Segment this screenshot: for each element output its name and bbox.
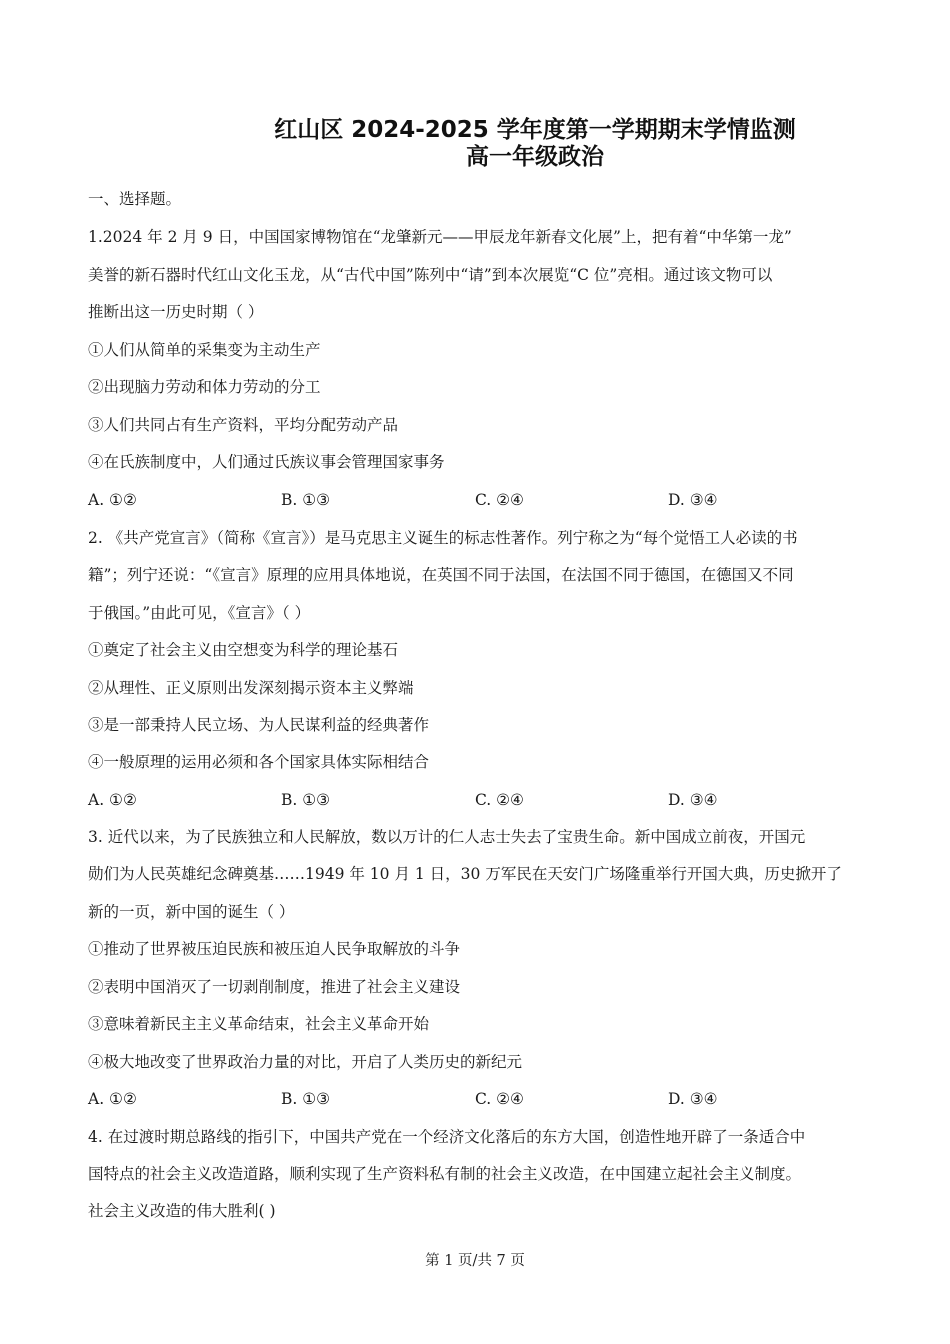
question-stem-line: 新的一页，新中国的诞生（ ） [88, 903, 295, 921]
option-a[interactable]: A. ①② [88, 791, 137, 809]
question-stem-line: 推断出这一历史时期（ ） [88, 303, 264, 321]
statement-item: ②出现脑力劳动和体力劳动的分工 [88, 378, 321, 396]
statement-item: ①奠定了社会主义由空想变为科学的理论基石 [88, 641, 399, 659]
statement-item: ③意味着新民主主义革命结束，社会主义革命开始 [88, 1015, 430, 1033]
option-b[interactable]: B. ①③ [281, 491, 331, 509]
document-subtitle: 高一年级政治 [466, 144, 604, 170]
page-number-footer: 第 1 页/共 7 页 [425, 1253, 525, 1269]
answer-options [88, 490, 868, 510]
option-c[interactable]: C. ②④ [475, 1090, 524, 1108]
question-stem-line: 籍”；列宁还说：“《宣言》原理的应用具体地说，在英国不同于法国，在法国不同于德国，在德国又不同 [88, 566, 794, 584]
question-stem-line: 1.2024 年 2 月 9 日，中国国家博物馆在“龙肇新元——甲辰龙年新春文化展”上，把有着“中华第一龙” [88, 228, 792, 246]
option-d[interactable]: D. ③④ [668, 491, 718, 509]
question-stem-line: 4. 在过渡时期总路线的指引下，中国共产党在一个经济文化落后的东方大国，创造性地开辟了一条适合中 [88, 1128, 806, 1146]
question-stem-line: 国特点的社会主义改造道路，顺利实现了生产资料私有制的社会主义改造，在中国建立起社会主义制度。 [88, 1165, 802, 1183]
statement-item: ②表明中国消灭了一切剥削制度，推进了社会主义建设 [88, 978, 461, 996]
option-d[interactable]: D. ③④ [668, 1090, 718, 1108]
statement-item: ②从理性、正义原则出发深刻揭示资本主义弊端 [88, 679, 414, 697]
statement-item: ④极大地改变了世界政治力量的对比，开启了人类历史的新纪元 [88, 1053, 523, 1071]
question-stem-line: 美誉的新石器时代红山文化玉龙，从“古代中国”陈列中“请”到本次展览“C 位”亮相。通过该文物可以 [88, 266, 773, 284]
statement-item: ①人们从简单的采集变为主动生产 [88, 341, 321, 359]
question-stem-line: 社会主义改造的伟大胜利( ) [88, 1202, 276, 1220]
question-stem-line: 于俄国。”由此可见，《宣言》（ ） [88, 604, 311, 622]
statement-item: ③是一部秉持人民立场、为人民谋利益的经典著作 [88, 716, 430, 734]
option-a[interactable]: A. ①② [88, 1090, 137, 1108]
answer-options [88, 790, 868, 810]
question-stem-line: 3. 近代以来，为了民族独立和人民解放，数以万计的仁人志士失去了宝贵生命。新中国成立前夜，开国元 [88, 828, 806, 846]
statement-item: ④一般原理的运用必须和各个国家具体实际相结合 [88, 753, 430, 771]
option-b[interactable]: B. ①③ [281, 1090, 331, 1108]
statement-item: ①推动了世界被压迫民族和被压迫人民争取解放的斗争 [88, 940, 461, 958]
option-a[interactable]: A. ①② [88, 491, 137, 509]
option-d[interactable]: D. ③④ [668, 791, 718, 809]
statement-item: ④在氏族制度中，人们通过氏族议事会管理国家事务 [88, 453, 445, 471]
question-stem-line: 勋们为人民英雄纪念碑奠基……1949 年 10 月 1 日，30 万军民在天安门广场隆重举行开国大典，历史掀开了 [88, 865, 842, 883]
question-stem-line: 2. 《共产党宣言》（简称《宣言》）是马克思主义诞生的标志性著作。列宁称之为“每个觉悟工人必读的书 [88, 529, 798, 547]
answer-options [88, 1089, 868, 1109]
document-title: 红山区 2024-2025 学年度第一学期期末学情监测 [274, 117, 796, 143]
section-heading: 一、选择题。 [88, 190, 182, 208]
option-c[interactable]: C. ②④ [475, 491, 524, 509]
option-c[interactable]: C. ②④ [475, 791, 524, 809]
statement-item: ③人们共同占有生产资料，平均分配劳动产品 [88, 416, 399, 434]
option-b[interactable]: B. ①③ [281, 791, 331, 809]
